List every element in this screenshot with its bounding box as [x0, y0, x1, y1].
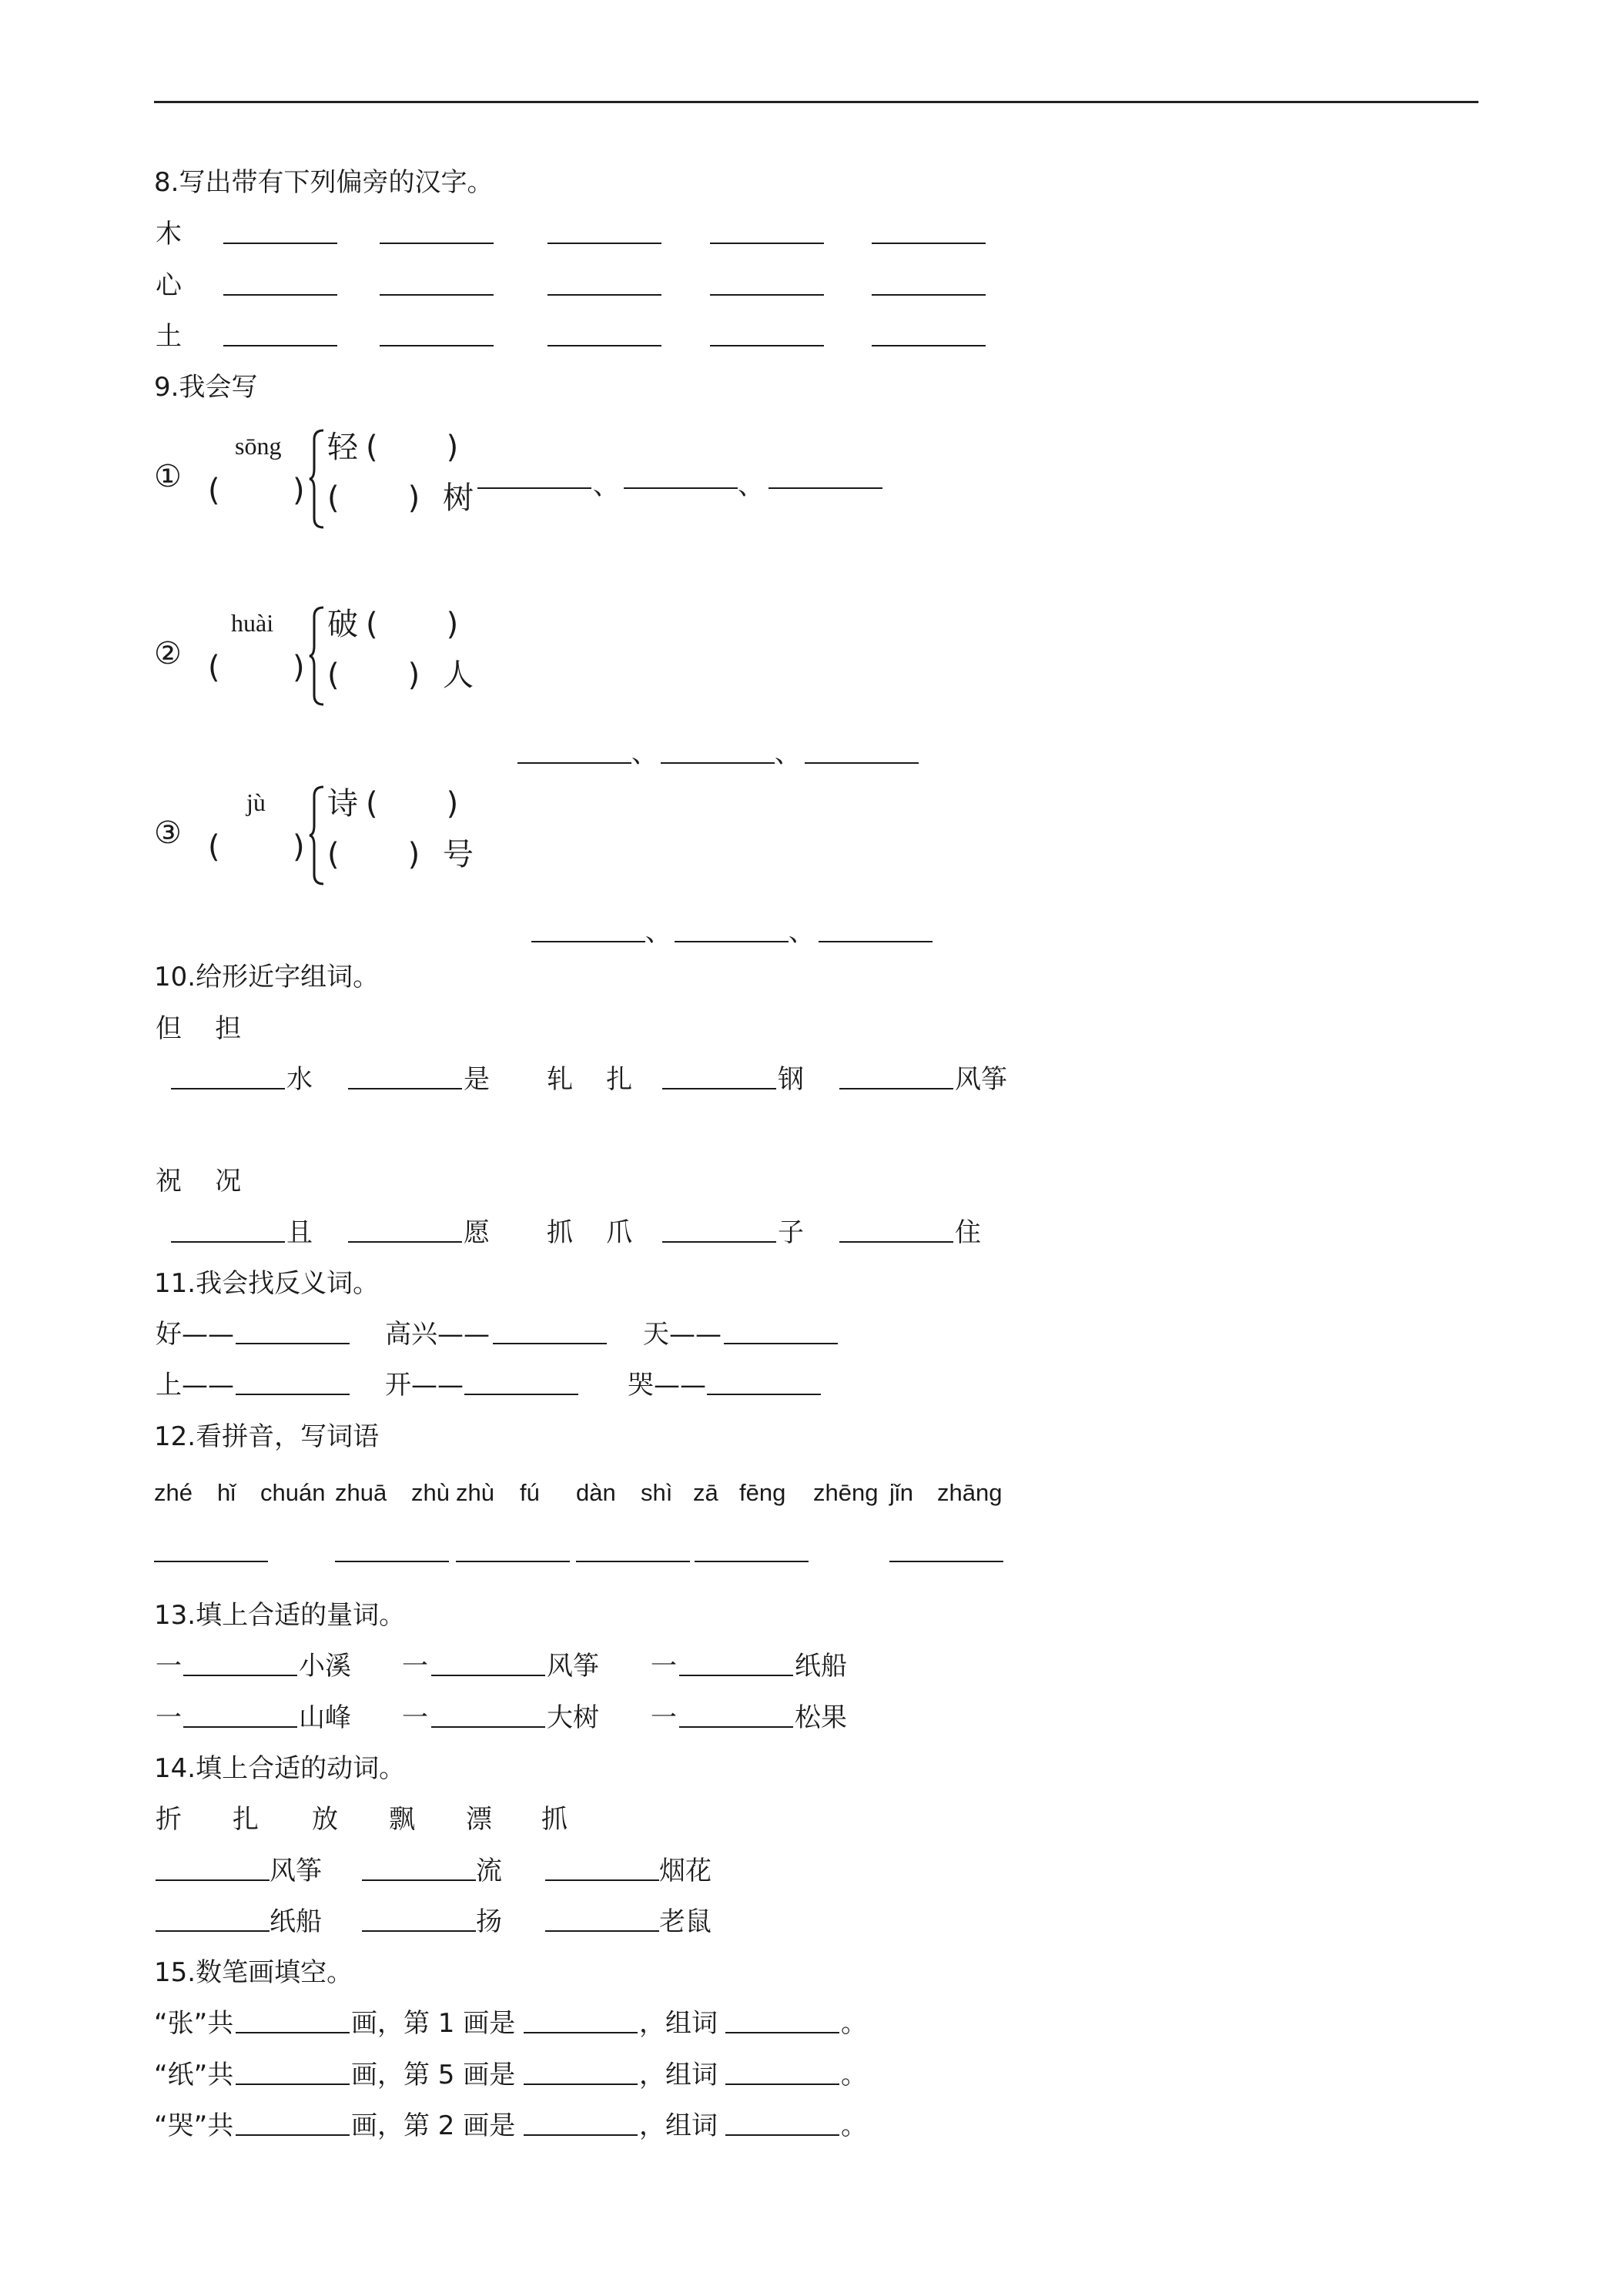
close-paren: ) — [293, 473, 305, 508]
question-title: 13.填上合适的量词。 — [154, 1600, 406, 1631]
answer-blank[interactable] — [493, 1343, 607, 1344]
suffix: 水 — [286, 1064, 313, 1095]
pinyin: zā — [693, 1479, 718, 1506]
answer-blank[interactable] — [236, 2032, 350, 2033]
pinyin: zhù — [411, 1479, 450, 1506]
char-pair: 抓 爪 — [547, 1217, 633, 1248]
noun: 小溪 — [299, 1651, 351, 1682]
answer-blank[interactable] — [431, 1726, 545, 1728]
answer-blank[interactable] — [889, 1561, 1003, 1562]
answer-blank[interactable] — [236, 2134, 350, 2136]
pinyin: jù — [246, 788, 266, 816]
top-paren: ( ) — [366, 607, 459, 642]
suffix: 住 — [955, 1217, 981, 1248]
pinyin: huài — [231, 609, 274, 637]
answer-blank[interactable] — [576, 1561, 690, 1562]
stroke-prompt: 画，第 5 画是 — [351, 2060, 516, 2090]
answer-blank[interactable] — [517, 762, 631, 764]
noun: 纸船 — [270, 1906, 322, 1937]
stroke-prompt: 。 — [841, 2060, 867, 2090]
q10-title-row — [0, 959, 1624, 996]
question-title: 9.我会写 — [154, 372, 258, 403]
stroke-prompt: ，组词 — [639, 2008, 718, 2039]
answer-blank[interactable] — [545, 1879, 659, 1881]
bottom-paren: ( ) — [327, 658, 420, 693]
verb: 抓 — [541, 1804, 568, 1835]
answer-blank[interactable] — [547, 294, 661, 296]
pinyin: shì — [641, 1479, 673, 1506]
antonym-prompt: 高兴—— — [385, 1319, 490, 1350]
stroke-prompt: ，组词 — [639, 2110, 718, 2141]
verb: 漂 — [466, 1804, 492, 1835]
answer-blank[interactable] — [624, 487, 738, 489]
pinyin: zhù — [456, 1479, 494, 1506]
suffix: 风筝 — [955, 1064, 1007, 1095]
char-pair: 祝 况 — [156, 1166, 242, 1197]
question-title: 12.看拼音，写词语 — [154, 1421, 380, 1452]
radical: 土 — [156, 321, 182, 352]
prefix: 一 — [402, 1702, 428, 1733]
answer-blank[interactable] — [710, 294, 824, 296]
suffix: 钢 — [778, 1064, 804, 1095]
q9-title-row — [0, 369, 1624, 406]
stroke-prompt: “哭”共 — [154, 2110, 234, 2141]
answer-blank[interactable] — [725, 2083, 839, 2085]
q12-answer-row — [0, 1534, 1624, 1571]
noun: 风筝 — [270, 1856, 322, 1886]
stroke-prompt: 画，第 1 画是 — [351, 2008, 516, 2039]
q15-title-row — [0, 1954, 1624, 1991]
pinyin: zhāng — [937, 1479, 1003, 1506]
answer-blank[interactable] — [531, 941, 645, 942]
separator: 、 — [738, 470, 764, 501]
separator: 、 — [645, 917, 671, 948]
radical: 木 — [156, 219, 182, 249]
answer-blank[interactable] — [695, 1561, 809, 1562]
stroke-prompt: ，组词 — [639, 2060, 718, 2090]
noun: 风筝 — [547, 1651, 599, 1682]
brace-icon — [308, 785, 325, 885]
answer-blank[interactable] — [156, 1879, 270, 1881]
item-number: ③ — [154, 815, 182, 851]
suffix: 且 — [286, 1217, 313, 1248]
stroke-prompt: 。 — [841, 2008, 867, 2039]
answer-blank[interactable] — [545, 1930, 659, 1932]
noun: 纸船 — [795, 1651, 847, 1682]
char-pair: 轧 扎 — [547, 1064, 633, 1095]
q8-row-3 — [0, 318, 1624, 355]
answer-blank[interactable] — [236, 1343, 350, 1344]
answer-blank[interactable] — [477, 487, 591, 489]
bottom-char: 人 — [443, 658, 474, 693]
answer-blank[interactable] — [335, 1561, 449, 1562]
noun: 大树 — [547, 1702, 599, 1733]
answer-blank[interactable] — [524, 2083, 638, 2085]
answer-blank[interactable] — [662, 1088, 776, 1089]
pinyin: fēng — [739, 1479, 786, 1506]
q13-title-row — [0, 1597, 1624, 1634]
bottom-paren: ( ) — [327, 837, 420, 872]
answer-blank[interactable] — [662, 1241, 776, 1243]
noun: 扬 — [476, 1906, 502, 1937]
antonym-prompt: 上—— — [156, 1370, 234, 1401]
bottom-char: 树 — [443, 480, 474, 516]
answer-blank[interactable] — [872, 345, 986, 346]
question-title: 14.填上合适的动词。 — [154, 1753, 406, 1784]
pinyin: fú — [520, 1479, 540, 1506]
answer-blank[interactable] — [768, 487, 882, 489]
top-paren: ( ) — [366, 786, 459, 822]
q14-title-row — [0, 1750, 1624, 1787]
verb: 扎 — [233, 1804, 259, 1835]
antonym-prompt: 哭—— — [628, 1370, 706, 1401]
q9-item-3 — [0, 784, 1624, 892]
separator: 、 — [593, 470, 619, 501]
answer-blank[interactable] — [348, 1241, 462, 1243]
top-char: 破 — [327, 607, 358, 642]
answer-blank[interactable] — [679, 1675, 793, 1676]
answer-blank[interactable] — [675, 941, 789, 942]
top-char: 诗 — [327, 786, 358, 822]
noun: 流 — [476, 1856, 502, 1886]
stroke-prompt: “纸”共 — [154, 2060, 234, 2090]
answer-blank[interactable] — [661, 762, 775, 764]
question-title: 8.写出带有下列偏旁的汉字。 — [154, 167, 494, 198]
q10-pair-2 — [0, 1163, 1624, 1200]
answer-blank[interactable] — [710, 345, 824, 346]
pinyin: dàn — [576, 1479, 616, 1506]
answer-blank[interactable] — [839, 1088, 953, 1089]
answer-blank[interactable] — [547, 243, 661, 244]
separator: 、 — [631, 738, 658, 769]
item-number: ① — [154, 459, 182, 494]
pinyin: jǐn — [889, 1479, 914, 1506]
suffix: 子 — [778, 1217, 804, 1248]
stroke-prompt: “张”共 — [154, 2008, 234, 2039]
verb: 折 — [156, 1804, 182, 1835]
q15-row-2 — [0, 2057, 1624, 2094]
answer-blank[interactable] — [154, 1561, 268, 1562]
answer-blank[interactable] — [171, 1241, 285, 1243]
answer-blank[interactable] — [456, 1561, 570, 1562]
q9-item-1 — [0, 427, 1624, 539]
answer-blank[interactable] — [431, 1675, 545, 1676]
prefix: 一 — [651, 1651, 677, 1682]
answer-blank[interactable] — [171, 1088, 285, 1089]
suffix: 愿 — [464, 1217, 490, 1248]
answer-blank[interactable] — [223, 294, 337, 296]
pinyin: zhuā — [335, 1479, 387, 1506]
answer-blank[interactable] — [707, 1394, 821, 1395]
answer-blank[interactable] — [223, 243, 337, 244]
answer-blank[interactable] — [839, 1241, 953, 1243]
noun: 老鼠 — [659, 1906, 712, 1937]
noun: 松果 — [795, 1702, 847, 1733]
q12-title-row — [0, 1418, 1624, 1455]
noun: 烟花 — [659, 1856, 712, 1886]
answer-blank[interactable] — [872, 294, 986, 296]
answer-blank[interactable] — [236, 1394, 350, 1395]
q8-row-2 — [0, 267, 1624, 304]
antonym-prompt: 天—— — [643, 1319, 722, 1350]
answer-blank[interactable] — [236, 2083, 350, 2085]
brace-icon — [308, 606, 325, 706]
q15-row-3 — [0, 2107, 1624, 2144]
answer-blank[interactable] — [348, 1088, 462, 1089]
question-title: 11.我会找反义词。 — [154, 1268, 380, 1299]
q11-row-2 — [0, 1367, 1624, 1404]
answer-blank[interactable] — [679, 1726, 793, 1728]
answer-blank[interactable] — [872, 243, 986, 244]
item-number: ② — [154, 636, 182, 671]
open-paren: ( — [208, 473, 220, 508]
answer-blank[interactable] — [547, 345, 661, 346]
pinyin: sōng — [235, 432, 282, 460]
verb: 飘 — [389, 1804, 415, 1835]
answer-blank[interactable] — [725, 2032, 839, 2033]
header-rule — [154, 101, 1478, 103]
q14-word-bank — [0, 1801, 1624, 1838]
prefix: 一 — [156, 1702, 182, 1733]
q10-pair-1 — [0, 1010, 1624, 1047]
q15-row-1 — [0, 2005, 1624, 2042]
answer-blank[interactable] — [362, 1879, 476, 1881]
answer-blank[interactable] — [819, 941, 933, 942]
close-paren: ) — [293, 650, 305, 685]
q13-row-2 — [0, 1699, 1624, 1736]
answer-blank[interactable] — [524, 2032, 638, 2033]
char-pair: 但 担 — [156, 1013, 242, 1044]
top-char: 轻 — [327, 430, 358, 465]
q10-row-1 — [0, 1061, 1624, 1098]
answer-blank[interactable] — [183, 1675, 297, 1676]
answer-blank[interactable] — [380, 345, 494, 346]
answer-blank[interactable] — [464, 1394, 578, 1395]
q14-row-2 — [0, 1903, 1624, 1940]
answer-blank[interactable] — [380, 294, 494, 296]
stroke-prompt: 。 — [841, 2110, 867, 2141]
answer-blank[interactable] — [805, 762, 919, 764]
open-paren: ( — [208, 829, 220, 865]
answer-blank[interactable] — [156, 1930, 270, 1932]
question-title: 10.给形近字组词。 — [154, 962, 380, 992]
q14-row-1 — [0, 1853, 1624, 1889]
answer-blank[interactable] — [362, 1930, 476, 1932]
q12-pinyin-row — [0, 1474, 1624, 1511]
antonym-prompt: 开—— — [385, 1370, 464, 1401]
q9-item-2 — [0, 604, 1624, 712]
answer-blank[interactable] — [223, 345, 337, 346]
q8-title-row — [0, 164, 1624, 201]
suffix: 是 — [464, 1064, 490, 1095]
answer-blank[interactable] — [724, 1343, 838, 1344]
separator: 、 — [789, 917, 815, 948]
answer-blank[interactable] — [183, 1726, 297, 1728]
prefix: 一 — [651, 1702, 677, 1733]
answer-blank[interactable] — [725, 2134, 839, 2136]
brace-icon — [308, 429, 325, 529]
q8-row-1 — [0, 216, 1624, 253]
pinyin: zhé — [154, 1479, 193, 1506]
prefix: 一 — [402, 1651, 428, 1682]
answer-blank[interactable] — [380, 243, 494, 244]
top-paren: ( ) — [366, 430, 459, 465]
q9-item-3-answers — [0, 914, 1624, 951]
radical: 心 — [156, 270, 182, 301]
q13-row-1 — [0, 1648, 1624, 1685]
open-paren: ( — [208, 650, 220, 685]
antonym-prompt: 好—— — [156, 1319, 234, 1350]
bottom-char: 号 — [443, 837, 474, 872]
question-title: 15.数笔画填空。 — [154, 1957, 353, 1988]
verb: 放 — [312, 1804, 338, 1835]
q10-row-2 — [0, 1214, 1624, 1251]
close-paren: ) — [293, 829, 305, 865]
pinyin: chuán — [260, 1479, 326, 1506]
pinyin: zhēng — [813, 1479, 879, 1506]
stroke-prompt: 画，第 2 画是 — [351, 2110, 516, 2141]
pinyin: hǐ — [217, 1479, 236, 1506]
separator: 、 — [775, 738, 801, 769]
noun: 山峰 — [299, 1702, 351, 1733]
answer-blank[interactable] — [524, 2134, 638, 2136]
q11-row-1 — [0, 1316, 1624, 1353]
q9-item-2-answers — [0, 735, 1624, 772]
prefix: 一 — [156, 1651, 182, 1682]
bottom-paren: ( ) — [327, 480, 420, 516]
q11-title-row — [0, 1265, 1624, 1302]
answer-blank[interactable] — [710, 243, 824, 244]
